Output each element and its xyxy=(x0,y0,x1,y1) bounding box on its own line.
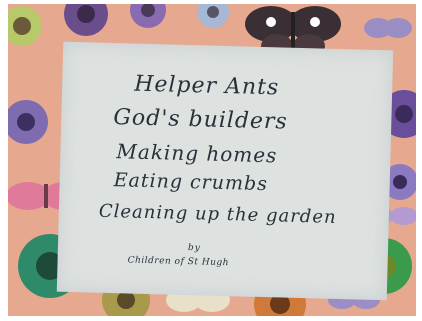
poem-line: God's builders xyxy=(113,105,289,135)
poem-line: Eating crumbs xyxy=(113,169,269,196)
poem xyxy=(57,42,393,301)
flower-icon xyxy=(197,4,229,28)
flower-icon xyxy=(8,100,48,144)
poem-line: Cleaning up the garden xyxy=(98,200,337,228)
poem-credit: Children of St Hugh xyxy=(127,255,230,269)
flower-icon xyxy=(130,4,166,28)
poem-board xyxy=(57,42,393,301)
poem-line: Helper Ants xyxy=(133,71,280,101)
butterfly-icon xyxy=(364,18,412,38)
photo xyxy=(8,4,416,316)
flower-icon xyxy=(8,6,42,46)
poem-line: Making homes xyxy=(116,139,278,168)
flower-icon xyxy=(64,4,108,36)
poem-by: by xyxy=(187,243,201,254)
